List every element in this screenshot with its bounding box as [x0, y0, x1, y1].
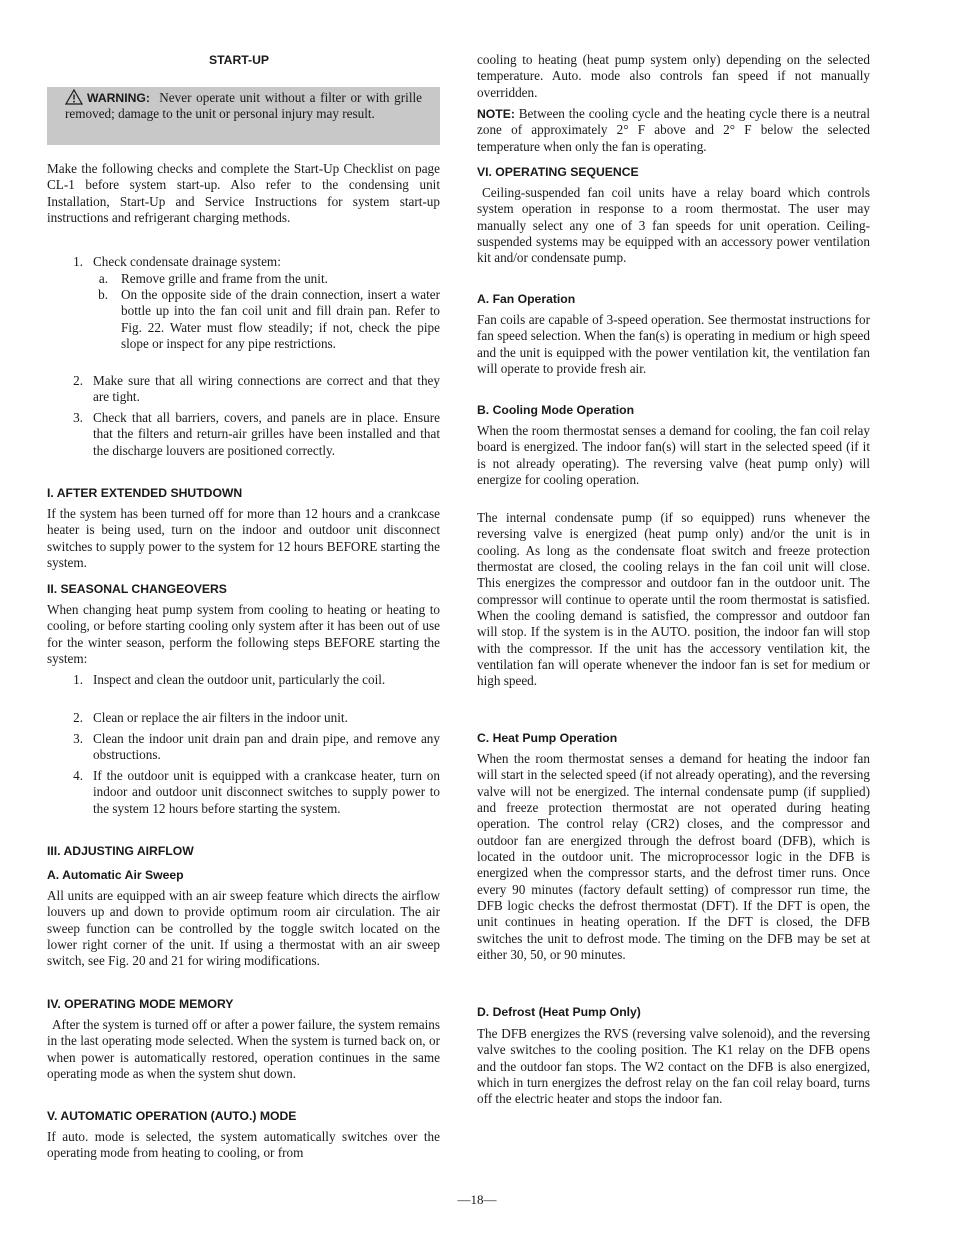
warning-text: Never operate unit without a filter or with grille removed; damage to the unit or personal injury may result. [65, 90, 423, 122]
section-4-text: After the system is turned off or after a power failure, the system remains in the last operating mode selected. When the system is turned back on, or when power is automatically restored, operation continues in the same operating mode as when the system shut down. [47, 1017, 440, 1082]
heat-pump-text: When the room thermostat senses a demand for heating the indoor fan will start in the selected speed (if not already operating), and the reversing valve will not be energized. The internal condensate pump (if supplied) and freeze protection thermostat are not operated during heating operation. The control relay (CR2) closes, and the compressor and outdoor fan are energized through the defrost board (DFB), which is located in the outdoor unit. The microprocessor logic in the DFB is energized when the compressor starts, and the defrost timer runs. Once every 90 minutes (factory default setting) of compressor run time, the DFB logic checks the defrost thermostat (DFT). If the DFT is open, the unit continues in heating operation. If the DFT is closed, the DFB switches the unit to defrost mode. The timing on the DFB may be set at either 30, 50, or 90 minutes. [477, 751, 870, 963]
check-item-text: Make sure that all wiring connections are correct and that they are tight. [93, 373, 440, 405]
step-number: 3. [73, 731, 83, 746]
warning-box [47, 87, 440, 145]
section-2-heading: II. SEASONAL CHANGEOVERS [47, 582, 227, 596]
section-1-heading: I. AFTER EXTENDED SHUTDOWN [47, 486, 243, 500]
defrost-text: The DFB energizes the RVS (reversing valve solenoid), and the reversing valve switches to the cooling position. The K1 relay on the DFB opens and the outdoor fan stops. The W2 contact on the DFB is also energized, which in turn energizes the defrost relay on the fan coil relay board, turns off the electric heater and stops the indoor fan. [477, 1026, 870, 1107]
warning-text-block [65, 89, 422, 123]
startup-heading: START-UP [209, 53, 270, 67]
section-5-text: If auto. mode is selected, the system automatically switches over the operating mode from heating to cooling, or from [47, 1129, 440, 1161]
subcheck-text: Remove grille and frame from the unit. [121, 271, 328, 286]
step-number: 1. [73, 672, 83, 687]
auto-mode-continued-text: cooling to heating (heat pump system only) depending on the selected temperature. Auto. mode also controls fan speed if not manually overridden. [477, 52, 870, 100]
step-text: If the outdoor unit is equipped with a crankcase heater, turn on indoor and outdoor unit disconnect switches to supply power to the system 12 hours before starting the system. [93, 768, 440, 816]
step-number: 4. [73, 768, 83, 783]
check-item-text: Check that all barriers, covers, and panels are in place. Ensure that the filters and return-air grilles have been installed and that the discharge louvers are positioned correctly. [93, 410, 440, 458]
note-text: Between the cooling cycle and the heating cycle there is a neutral zone of approximately 2° F above and 2° F below the selected temperature when only the fan is operating. [477, 106, 870, 154]
section-3-heading: III. ADJUSTING AIRFLOW [47, 844, 194, 858]
step-text: Clean the indoor unit drain pan and drain pipe, and remove any obstructions. [93, 731, 440, 763]
cooling-mode-heading: B. Cooling Mode Operation [477, 403, 635, 417]
section-3a-heading: A. Automatic Air Sweep [47, 868, 184, 882]
cooling-mode-text-1: When the room thermostat senses a demand for cooling, the fan coil relay board is energized. The indoor fan(s) will start in the selected speed (if it is not already operating). The reversing valve (heat pump only) will energize for cooling operation. [477, 423, 870, 488]
heat-pump-heading: C. Heat Pump Operation [477, 731, 618, 745]
warning-triangle-icon [65, 89, 83, 105]
step-text: Inspect and clean the outdoor unit, particularly the coil. [93, 672, 386, 687]
subcheck-text: On the opposite side of the drain connection, insert a water bottle up into the fan coil unit and fill drain pan. Refer to Fig. 22. Water must flow steadily; if not, check the pipe slope or inspect for any pipe restrictions. [121, 287, 440, 352]
section-6-heading: VI. OPERATING SEQUENCE [477, 165, 639, 179]
check-item-number: 3. [73, 410, 83, 425]
section-1-text: If the system has been turned off for more than 12 hours and a crankcase heater is being used, turn on the indoor and outdoor unit disconnect switches to supply power to the system for 12 hours BEFORE starting the system. [47, 506, 440, 571]
subcheck-letter: b. [98, 287, 108, 302]
section-3a-text: All units are equipped with an air sweep feature which directs the airflow louvers up and down to provide optimum room air circulation. The air sweep function can be controlled by the toggle switch located on the lower right corner of the unit. If using a thermostat with an air sweep switch, see Fig. 20 and 21 for wiring modifications. [47, 888, 440, 969]
fan-operation-text: Fan coils are capable of 3-speed operation. See thermostat instructions for fan speed selection. When the fan(s) is operating in medium or high speed and the unit is equipped with the power ventilation kit, the ventilation fan will operate to provide fresh air. [477, 312, 870, 377]
note-label: NOTE: [477, 107, 515, 121]
step-text: Clean or replace the air filters in the indoor unit. [93, 710, 348, 725]
check-item-number: 2. [73, 373, 83, 388]
intro-paragraph: Make the following checks and complete the Start-Up Checklist on page CL-1 before system start-up. Also refer to the condensing unit Installation, Start-Up and Service Instructions for system start-up instructions and refrigerant charging methods. [47, 161, 440, 226]
fan-operation-heading: A. Fan Operation [477, 292, 576, 306]
check-item-number: 1. [73, 254, 83, 269]
cooling-mode-text-2: The internal condensate pump (if so equipped) runs whenever the reversing valve is energized (heat pump only) and/or the unit is in cooling. As long as the condensate float switch and freeze protection thermostat are closed, the cooling relays in the fan coil unit will close. This energizes the compressor and outdoor fan in the outdoor unit. The compressor will continue to operate until the room thermostat is satisfied. When the cooling demand is satisfied, the compressor and outdoor fan will stop. If the system is in the AUTO. position, the indoor fan will stop with the compressor. If the unit has the accessory ventilation kit, the ventilation fan will operate whenever the indoor fan is set for medium or high speed. [477, 510, 870, 689]
section-5-heading: V. AUTOMATIC OPERATION (AUTO.) MODE [47, 1109, 297, 1123]
section-6-text: Ceiling-suspended fan coil units have a relay board which controls system operation in response to a room thermostat. The user may manually select any one of 3 fan speeds for unit operation. Ceiling-suspended systems may be equipped with an accessory power ventilation kit and/or condensate pump. [477, 185, 870, 266]
note-paragraph [477, 106, 870, 155]
defrost-heading: D. Defrost (Heat Pump Only) [477, 1005, 641, 1019]
page-number: —18— [457, 1192, 497, 1207]
step-number: 2. [73, 710, 83, 725]
subcheck-letter: a. [98, 271, 108, 286]
check-item-text: Check condensate drainage system: [93, 254, 281, 269]
warning-label: WARNING: [87, 91, 150, 105]
section-2-text: When changing heat pump system from cooling to heating or heating to cooling, or before starting cooling only system after it has been out of use for the winter season, perform the following steps BEFORE starting the system: [47, 602, 440, 667]
section-4-heading: IV. OPERATING MODE MEMORY [47, 997, 234, 1011]
